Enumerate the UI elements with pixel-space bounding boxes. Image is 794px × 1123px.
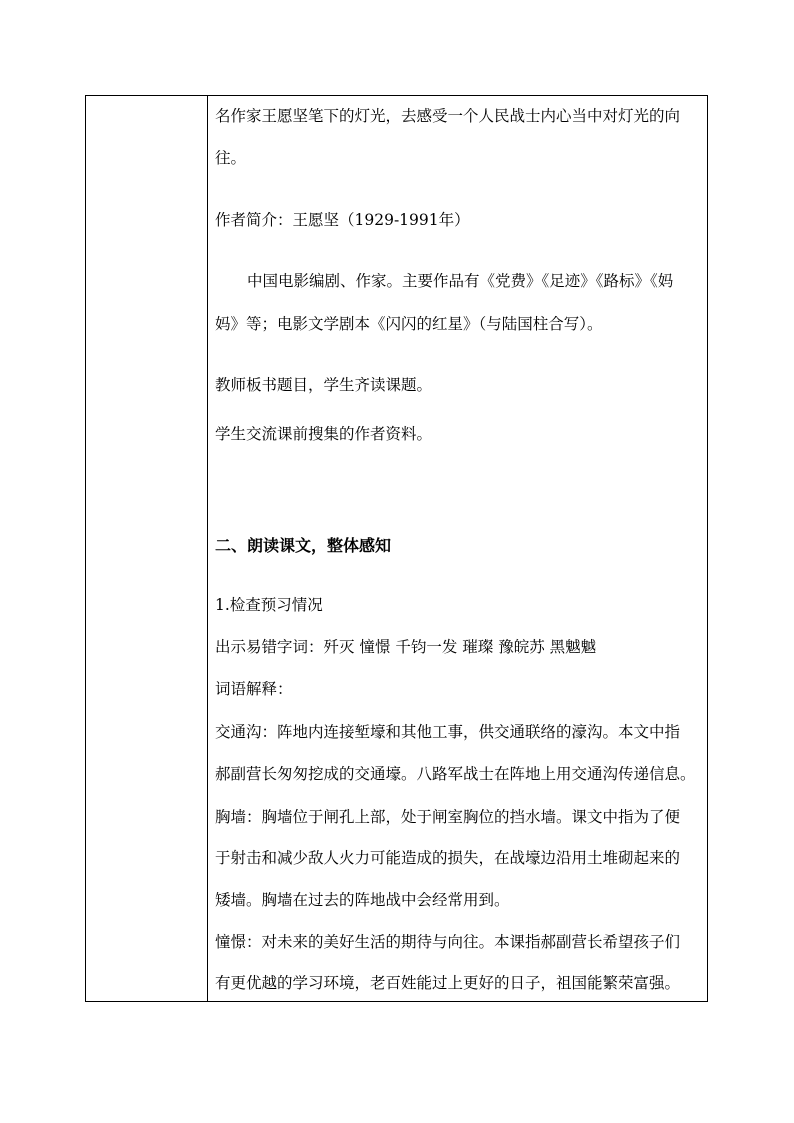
- text-line: 中国电影编剧、作家。主要作品有《党费》《足迹》《路标》《妈: [247, 272, 674, 290]
- text-line: 名作家王愿坚笔下的灯光，去感受一个人民战士内心当中对灯光的向: [215, 107, 681, 125]
- text-line: 矮墙。胸墙在过去的阵地战中会经常用到。: [215, 891, 510, 909]
- text-line: 词语解释：: [215, 680, 293, 698]
- text-line: 于射击和减少敌人火力可能造成的损失，在战壕边沿用土堆砌起来的: [215, 849, 681, 867]
- text-line: 有更优越的学习环境，老百姓能过上更好的日子，祖国能繁荣富强。: [215, 974, 681, 992]
- text-line: 憧憬：对未来的美好生活的期待与向往。本课指郝副营长希望孩子们: [215, 933, 681, 951]
- text-line: 交通沟：阵地内连接堑壕和其他工事，供交通联络的濠沟。本文中指: [215, 723, 681, 741]
- author-intro-heading: 作者简介：王愿坚（1929-1991年）: [215, 211, 470, 229]
- section-heading: 二、朗读课文，整体感知: [215, 536, 392, 555]
- lesson-table: [85, 95, 708, 1002]
- text-line: 学生交流课前搜集的作者资料。: [215, 425, 433, 443]
- text-line: 教师板书题目，学生齐读课题。: [215, 376, 433, 394]
- subsection-heading: 1.检查预习情况: [215, 596, 323, 614]
- column-divider: [207, 96, 208, 1001]
- text-line: 郝副营长匆匆挖成的交通壕。八路军战士在阵地上用交通沟传递信息。: [215, 765, 696, 783]
- text-line: 妈》等；电影文学剧本《闪闪的红星》（与陆国柱合写）。: [215, 315, 603, 333]
- text-line: 胸墙：胸墙位于闸孔上部，处于闸室胸位的挡水墙。课文中指为了便: [215, 808, 681, 826]
- text-line: 出示易错字词：歼灭 憧憬 千钧一发 璀璨 豫皖苏 黑魆魆: [215, 638, 597, 656]
- text-line: 往。: [215, 149, 247, 167]
